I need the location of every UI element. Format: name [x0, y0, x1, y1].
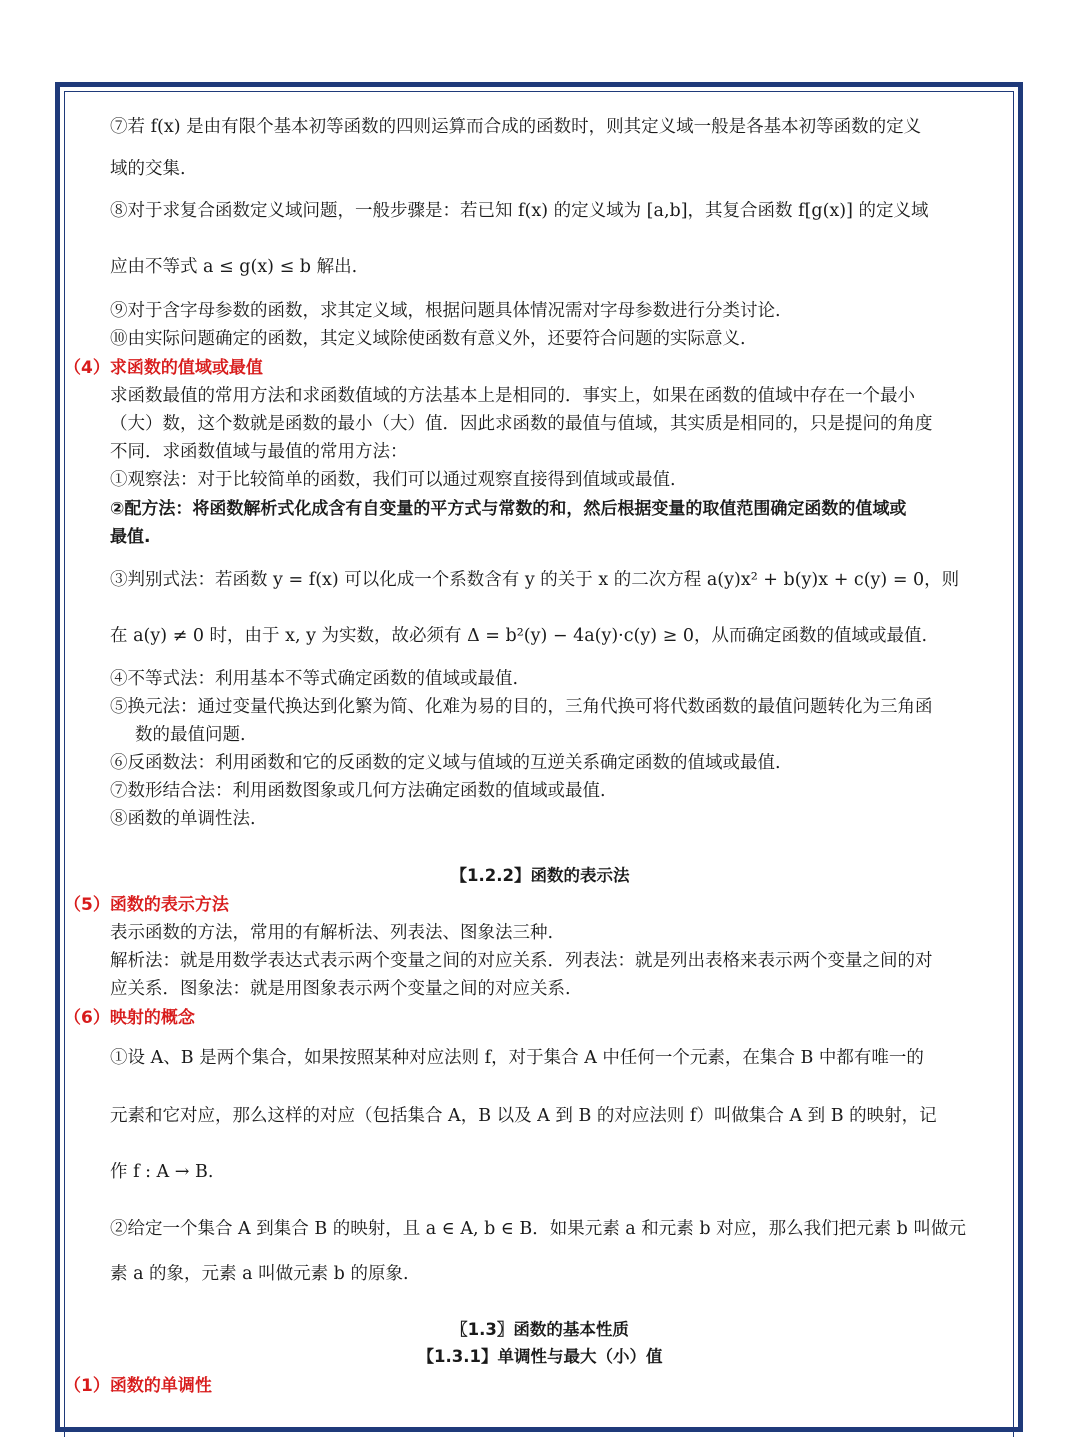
- method-6: ⑥反函数法：利用函数和它的反函数的定义域与值域的互逆关系确定函数的值域或最值.: [110, 753, 781, 773]
- method-2-line1: ②配方法：将函数解析式化成含有自变量的平方式与常数的和，然后根据变量的取值范围确定函数的值域或: [110, 499, 907, 519]
- section-title-1-3-1: 【1.3.1】单调性与最大（小）值: [417, 1347, 663, 1366]
- method-3-line1: ③判别式法：若函数 y = f(x) 可以化成一个系数含有 y 的关于 x 的二次方程 a(y)x² + b(y)x + c(y) = 0，则: [110, 570, 960, 590]
- mapping-1-line2: 元素和它对应，那么这样的对应（包括集合 A，B 以及 A 到 B 的对应法则 f）叫做集合 A 到 B 的映射，记: [110, 1106, 937, 1126]
- rule-8-line1: ⑧对于求复合函数定义域问题，一般步骤是：若已知 f(x) 的定义域为 [a,b]，其复合函数 f[g(x)] 的定义域: [110, 201, 929, 221]
- mapping-2-line2: 素 a 的象，元素 a 叫做元素 b 的原象.: [110, 1264, 409, 1284]
- rule-7-line2: 域的交集.: [110, 159, 186, 179]
- paragraph-line: （大）数，这个数就是函数的最小（大）值．因此求函数的最值与值域，其实质是相同的，只是提问的角度: [110, 414, 933, 434]
- section-heading-4: （4）求函数的值域或最值: [64, 358, 263, 378]
- mapping-2-line1: ②给定一个集合 A 到集合 B 的映射，且 a ∈ A, b ∈ B．如果元素 a 和元素 b 对应，那么我们把元素 b 叫做元: [110, 1219, 966, 1239]
- mapping-1-line3: 作 f : A → B.: [110, 1162, 214, 1182]
- method-8: ⑧函数的单调性法.: [110, 809, 256, 829]
- method-7: ⑦数形结合法：利用函数图象或几何方法确定函数的值域或最值.: [110, 781, 606, 801]
- rule-8-line2: 应由不等式 a ≤ g(x) ≤ b 解出.: [110, 257, 358, 277]
- method-5-line1: ⑤换元法：通过变量代换达到化繁为简、化难为易的目的，三角代换可将代数函数的最值问题转化为三角函: [110, 697, 933, 717]
- rule-9: ⑨对于含字母参数的函数，求其定义域，根据问题具体情况需对字母参数进行分类讨论.: [110, 301, 781, 321]
- section-title-1-3: 〖1.3〗函数的基本性质: [451, 1320, 629, 1339]
- mapping-1-line1: ①设 A、B 是两个集合，如果按照某种对应法则 f，对于集合 A 中任何一个元素，在集合 B 中都有唯一的: [110, 1048, 924, 1068]
- section-heading-5: （5）函数的表示方法: [64, 895, 229, 915]
- method-1: ①观察法：对于比较简单的函数，我们可以通过观察直接得到值域或最值.: [110, 470, 676, 490]
- section-heading-6: （6）映射的概念: [64, 1008, 195, 1028]
- rule-7-line1: ⑦若 f(x) 是由有限个基本初等函数的四则运算而合成的函数时，则其定义域一般是各基本初等函数的定义: [110, 117, 922, 137]
- rule-10: ⑩由实际问题确定的函数，其定义域除使函数有意义外，还要符合问题的实际意义.: [110, 329, 746, 349]
- paragraph-line: 解析法：就是用数学表达式表示两个变量之间的对应关系．列表法：就是列出表格来表示两个变量之间的对: [110, 951, 933, 971]
- method-3-line2: 在 a(y) ≠ 0 时，由于 x, y 为实数，故必须有 Δ = b²(y) − 4a(y)·c(y) ≥ 0，从而确定函数的值域或最值.: [110, 626, 928, 646]
- paragraph-line: 表示函数的方法，常用的有解析法、列表法、图象法三种.: [110, 923, 554, 943]
- paragraph-line: 求函数最值的常用方法和求函数值域的方法基本上是相同的．事实上，如果在函数的值域中存在一个最小: [110, 386, 915, 406]
- paragraph-line: 应关系．图象法：就是用图象表示两个变量之间的对应关系.: [110, 979, 571, 999]
- method-4: ④不等式法：利用基本不等式确定函数的值域或最值.: [110, 669, 519, 689]
- section-title-1-2-2: 【1.2.2】函数的表示法: [450, 866, 630, 885]
- method-5-line2: 数的最值问题.: [135, 725, 246, 745]
- method-2-line2: 最值.: [110, 527, 151, 547]
- paragraph-line: 不同．求函数值域与最值的常用方法：: [110, 442, 408, 462]
- section-heading-1: （1）函数的单调性: [64, 1376, 212, 1396]
